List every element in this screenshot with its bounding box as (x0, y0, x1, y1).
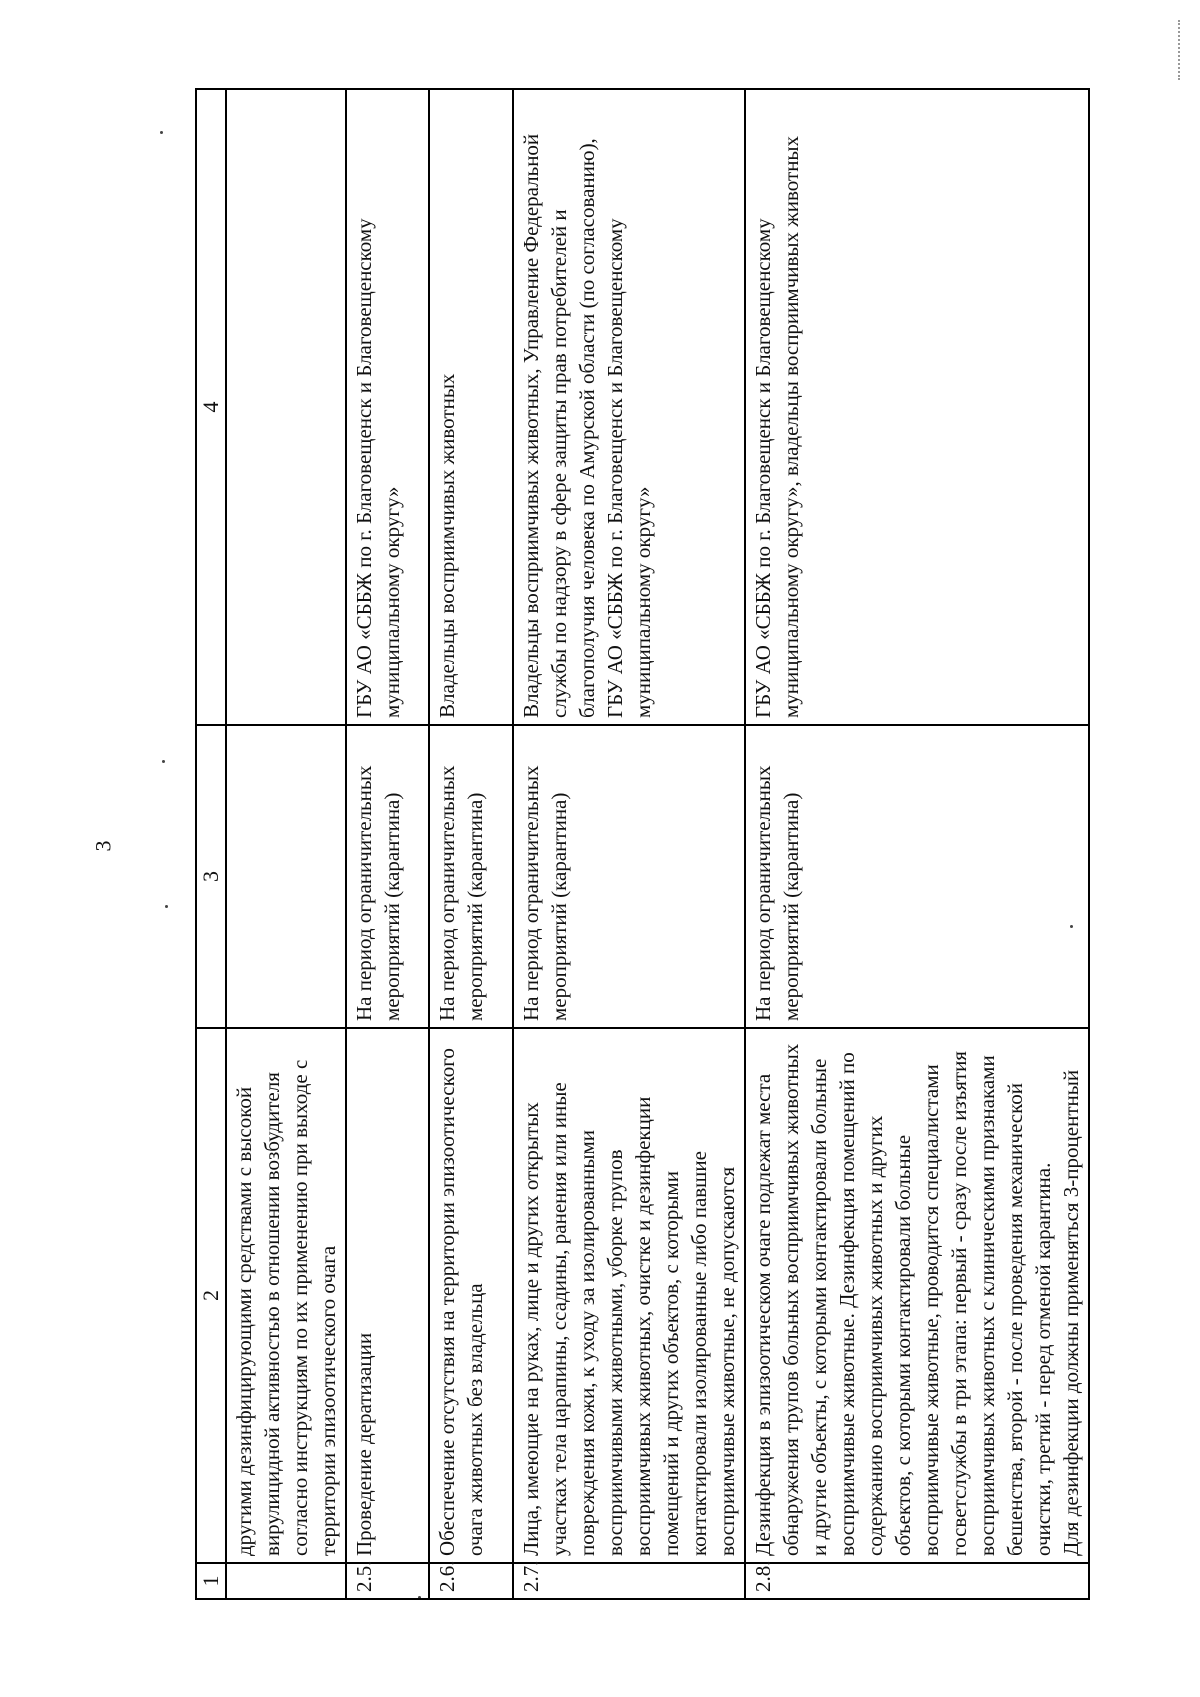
row-number: 2.6. (429, 1563, 513, 1599)
row-measure: Лица, имеющие на руках, лице и других открытых участках тела царапины, ссадины, ранения или иные повреждения кожи, к уходу за изолированными восприимчивыми животными, уборке трупов восприимчивых животных, очистке и дезинфекции помещений и других объектов, с которыми контактировали изолированные либо павшие восприимчивые животные, не допускаются (513, 1028, 745, 1563)
row-number: 2.5. (346, 1563, 429, 1599)
row-responsible: ГБУ АО «СББЖ по г. Благовещенск и Благовещенскому муниципальному округу», владельцы восприимчивых животных (745, 89, 1089, 725)
row-number: 2.7. (513, 1563, 745, 1599)
header-cell-3: 3 (196, 725, 226, 1028)
table-row (429, 89, 513, 1599)
scan-speck (160, 131, 163, 134)
rotated-table-container (195, 90, 1083, 1600)
header-cell-2: 2 (196, 1028, 226, 1563)
row-number: 2.8. (745, 1563, 1089, 1599)
row-term (226, 725, 346, 1028)
header-cell-1: 1 (196, 1563, 226, 1599)
measures-table (195, 88, 1090, 1600)
row-responsible: ГБУ АО «СББЖ по г. Благовещенск и Благовещенскому муниципальному округу» (346, 89, 429, 725)
row-responsible: Владельцы восприимчивых животных (429, 89, 513, 725)
row-measure: Дезинфекция в эпизоотическом очаге подлежат места обнаружения трупов больных восприимчивых животных и другие объекты, с которыми контактировали больные восприимчивые животные. Дезинфекция помещений по содержанию восприимчивых животных и других объектов, с которыми контактировали больные восприимчивые животные, проводится специалистами госветслужбы в три этапа: первый - сразу после изъятия восприимчивых животных с клиническими признаками бешенства, второй - после проведения механической очистки, третий - перед отменой карантина. (751, 1043, 1055, 1556)
page-number: 3 (90, 840, 116, 852)
row-number (226, 1563, 346, 1599)
table-row (346, 89, 429, 1599)
table-row (745, 89, 1089, 1599)
scan-margin-mark (1178, 20, 1182, 80)
row-measure-cell (745, 1028, 1089, 1563)
table-row (226, 89, 346, 1599)
row-term: На период ограничительных мероприятий (карантина) (429, 725, 513, 1028)
row-measure: другими дезинфицирующими средствами с высокой вирулицидной активностью в отношении возбудителя согласно инструкциям по их применению при выходе с территории эпизоотического очага (226, 1028, 346, 1563)
table-row (513, 89, 745, 1599)
row-measure-continued: Для дезинфекции должны применяться 3-процентный (1059, 1069, 1083, 1556)
row-term: На период ограничительных мероприятий (карантина) (513, 725, 745, 1028)
row-responsible: Владельцы восприимчивых животных, Управление Федеральной службы по надзору в сфере защиты прав потребителей и благополучия человека по Амурской области (по согласованию), ГБУ АО «СББЖ по г. Благовещенск и Благовещенскому муниципальному округу» (513, 89, 745, 725)
row-term: На период ограничительных мероприятий (карантина) (745, 725, 1089, 1028)
header-cell-4: 4 (196, 89, 226, 725)
table-header-row (196, 89, 226, 1599)
scan-speck (162, 760, 165, 763)
row-measure: Обеспечение отсутствия на территории эпизоотического очага животных без владельца (429, 1028, 513, 1563)
row-measure: Проведение дератизации (346, 1028, 429, 1563)
scan-speck (165, 905, 168, 908)
row-responsible (226, 89, 346, 725)
row-term: На период ограничительных мероприятий (карантина) (346, 725, 429, 1028)
